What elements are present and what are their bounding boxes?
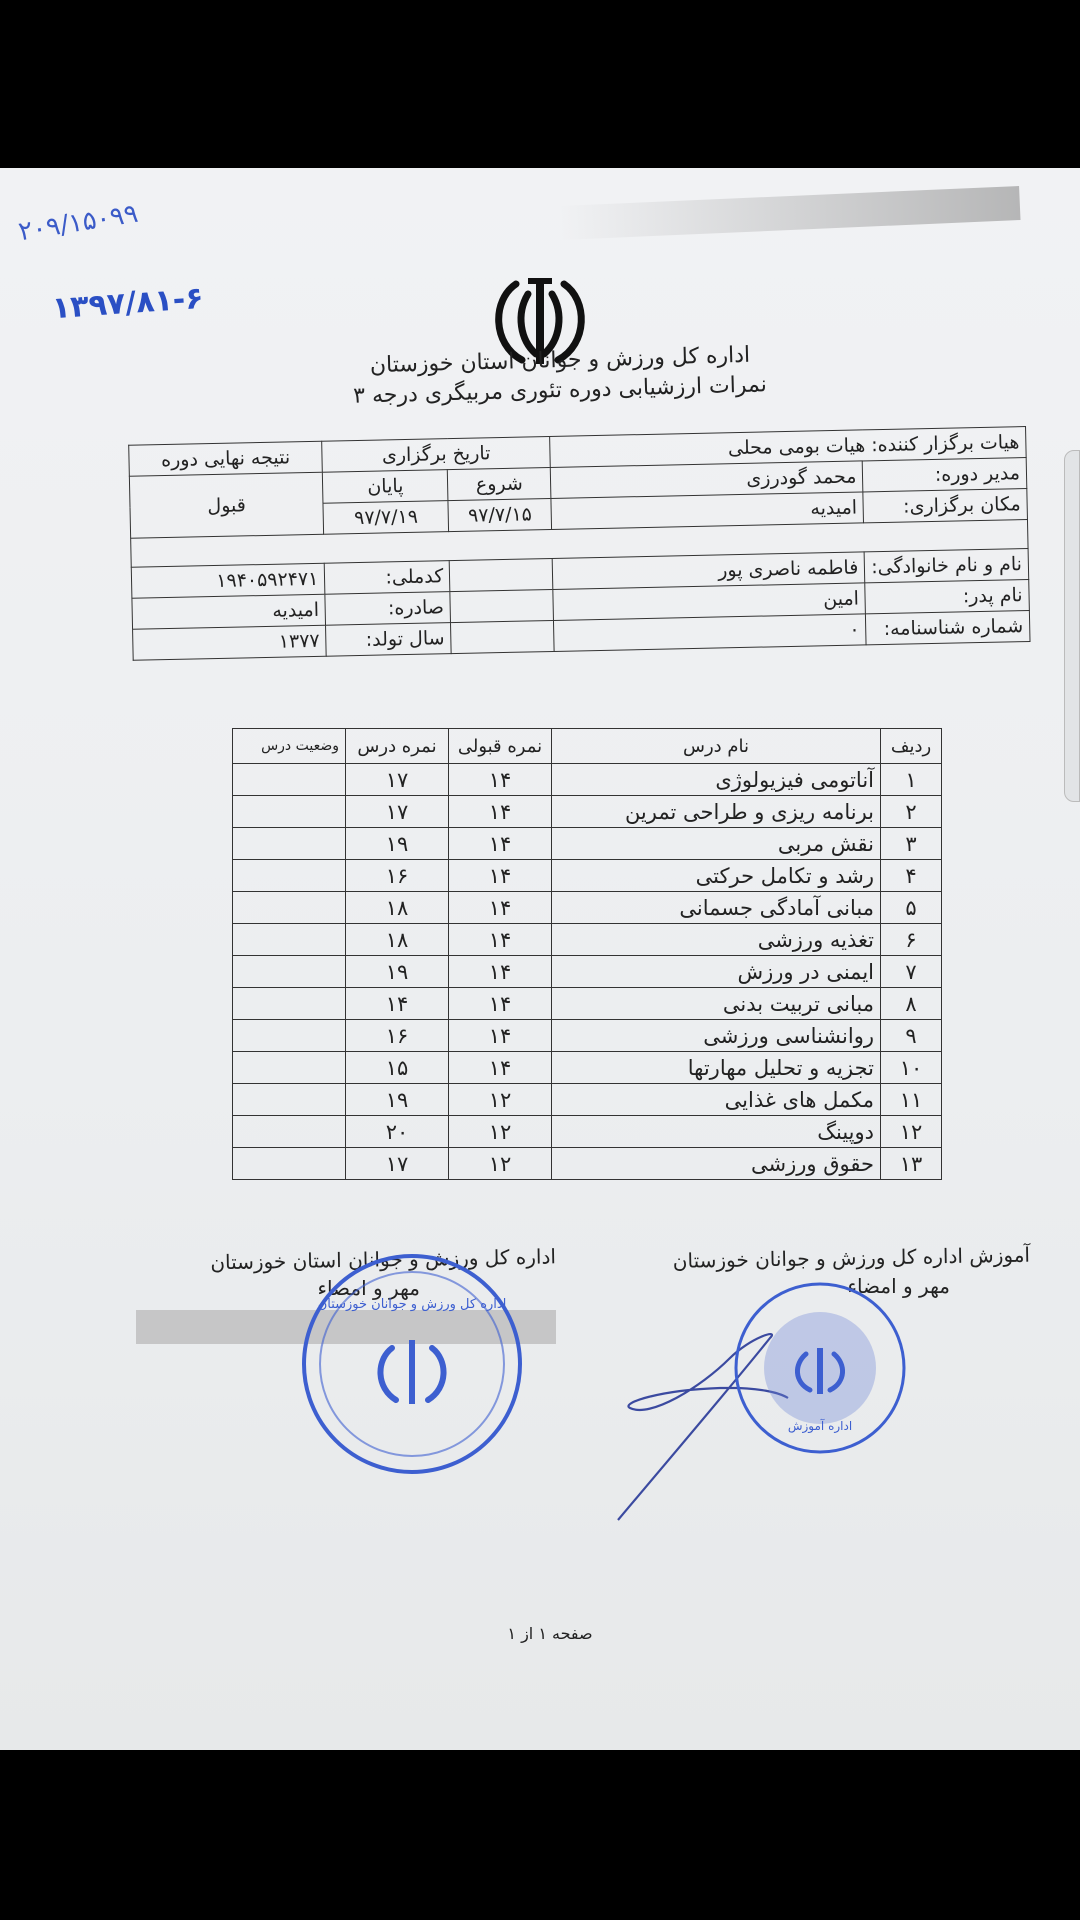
name-value: فاطمه ناصری پور [552,552,865,590]
birth-label: سال تولد: [326,623,452,657]
stamp-right-text: اداره آموزش [787,1419,853,1433]
course-grade: ۱۷ [346,764,449,796]
course-pass-grade: ۱۴ [449,828,552,860]
course-row [233,1148,942,1180]
col-row-header: ردیف [881,729,942,764]
end-label: پایان [323,470,449,504]
org-title: اداره کل ورزش و جوانان استان خوزستان [369,342,751,379]
course-number: ۹ [881,1020,942,1052]
course-grade: ۱۷ [346,796,449,828]
organizer-value: هیات بومی محلی [727,434,866,460]
course-pass-grade: ۱۴ [449,796,552,828]
course-row [233,828,942,860]
id-label: شماره شناسنامه: [866,610,1030,644]
course-grade: ۱۵ [346,1052,449,1084]
course-name: حقوق ورزشی [552,1148,881,1180]
course-status [233,1116,346,1148]
course-status [233,1148,346,1180]
course-name: نقش مربی [552,828,881,860]
courses-table [232,728,942,1180]
col-status-header: وضعیت درس [233,729,346,764]
manager-label: مدیر دوره: [863,458,1027,492]
course-status [233,1020,346,1052]
course-number: ۸ [881,988,942,1020]
manager-value: محمد گودرزی [550,461,863,499]
edge-handle[interactable] [1064,450,1080,802]
course-pass-grade: ۱۲ [449,1148,552,1180]
course-row [233,892,942,924]
course-number: ۳ [881,828,942,860]
course-name: مبانی تربیت بدنی [552,988,881,1020]
course-name: تغذیه ورزشی [552,924,881,956]
course-number: ۱۳ [881,1148,942,1180]
course-row [233,924,942,956]
course-name: روانشناسی ورزشی [552,1020,881,1052]
national-value: ۱۹۴۰۵۹۲۴۷۱ [131,563,325,598]
info-table [128,426,1030,661]
issued-value: امیدیه [132,594,326,629]
course-number: ۵ [881,892,942,924]
course-pass-grade: ۱۲ [449,1084,552,1116]
course-grade: ۱۸ [346,924,449,956]
id-value: ۰ [554,614,867,652]
course-pass-grade: ۱۴ [449,764,552,796]
venue-label: مکان برگزاری: [863,488,1027,522]
organizer-label: هیات برگزار کننده: [871,431,1020,457]
stamp-left-icon [296,1248,528,1480]
course-status [233,988,346,1020]
course-status [233,828,346,860]
courses-header-row [233,729,942,764]
col-pass-header: نمره قبولی [449,729,552,764]
course-grade: ۱۶ [346,1020,449,1052]
course-row [233,764,942,796]
course-status [233,1084,346,1116]
course-status [233,764,346,796]
start-date: ۹۷/۷/۱۵ [448,498,552,531]
course-pass-grade: ۱۴ [449,988,552,1020]
course-grade: ۱۹ [346,956,449,988]
birth-value: ۱۳۷۷ [133,625,327,660]
course-number: ۱۲ [881,1116,942,1148]
start-label: شروع [448,467,552,500]
end-date: ۹۷/۷/۱۹ [323,501,449,535]
course-pass-grade: ۱۴ [449,956,552,988]
course-number: ۶ [881,924,942,956]
course-name: دوپینگ [552,1116,881,1148]
course-number: ۴ [881,860,942,892]
course-pass-grade: ۱۴ [449,860,552,892]
course-status [233,956,346,988]
father-value: امین [553,583,866,621]
spacer-cell [451,620,555,653]
report-title: نمرات ارزشیابی دوره تئوری مربیگری درجه ۳ [352,372,768,409]
course-name: رشد و تکامل حرکتی [552,860,881,892]
course-row [233,956,942,988]
shadow-band [559,186,1020,240]
course-grade: ۱۹ [346,1084,449,1116]
course-pass-grade: ۱۲ [449,1116,552,1148]
signature-right-title: آموزش اداره کل ورزش و جوانان خوزستان [672,1242,1031,1273]
course-status [233,924,346,956]
course-number: ۷ [881,956,942,988]
course-name: ایمنی در ورزش [552,956,881,988]
issued-label: صادره: [325,592,451,626]
course-pass-grade: ۱۴ [449,892,552,924]
handwritten-number: ۱۳۹۷/۸۱-۶ [50,280,205,327]
signature-left-sub: مهر و امضاء [317,1276,420,1300]
course-name: آناتومی فیزیولوژی [552,764,881,796]
name-label: نام و نام خانوادگی: [864,548,1028,582]
course-name: مکمل های غذایی [552,1084,881,1116]
spacer-cell [450,589,554,622]
col-name-header: نام درس [552,729,881,764]
national-label: کدملی: [325,561,451,595]
course-row [233,1052,942,1084]
document-page [0,168,1080,1750]
col-grade-header: نمره درس [346,729,449,764]
signature-right-sub: مهر و امضاء [847,1274,950,1298]
course-grade: ۱۴ [346,988,449,1020]
course-pass-grade: ۱۴ [449,924,552,956]
course-row [233,860,942,892]
course-grade: ۱۷ [346,1148,449,1180]
course-number: ۲ [881,796,942,828]
handwritten-ref: ۲۰۹/۱۵۰۹۹ [16,198,141,248]
course-grade: ۱۶ [346,860,449,892]
signature-left-title: اداره کل ورزش و جوانان استان خوزستان [210,1244,557,1275]
course-status [233,860,346,892]
course-grade: ۲۰ [346,1116,449,1148]
father-label: نام پدر: [865,579,1029,613]
course-pass-grade: ۱۴ [449,1020,552,1052]
course-row [233,1116,942,1148]
course-grade: ۱۸ [346,892,449,924]
course-status [233,892,346,924]
course-row [233,988,942,1020]
course-name: برنامه ریزی و طراحی تمرین [552,796,881,828]
venue-value: امیدیه [551,492,864,530]
course-pass-grade: ۱۴ [449,1052,552,1084]
date-label: تاریخ برگزاری [322,436,551,472]
course-number: ۱۰ [881,1052,942,1084]
course-status [233,1052,346,1084]
course-row [233,796,942,828]
spacer-cell [449,558,553,591]
course-number: ۱ [881,764,942,796]
course-row [233,1084,942,1116]
stamp-right-icon [730,1278,910,1458]
result-value: قبول [129,472,324,538]
course-name: تجزیه و تحلیل مهارتها [552,1052,881,1084]
course-grade: ۱۹ [346,828,449,860]
course-name: مبانی آمادگی جسمانی [552,892,881,924]
course-status [233,796,346,828]
stamp-left-text: اداره کل ورزش و جوانان خوزستان [317,1297,507,1312]
course-row [233,1020,942,1052]
result-label: نتیجه نهایی دوره [129,441,323,476]
course-number: ۱۱ [881,1084,942,1116]
page-number: صفحه ۱ از ۱ [507,1624,593,1643]
